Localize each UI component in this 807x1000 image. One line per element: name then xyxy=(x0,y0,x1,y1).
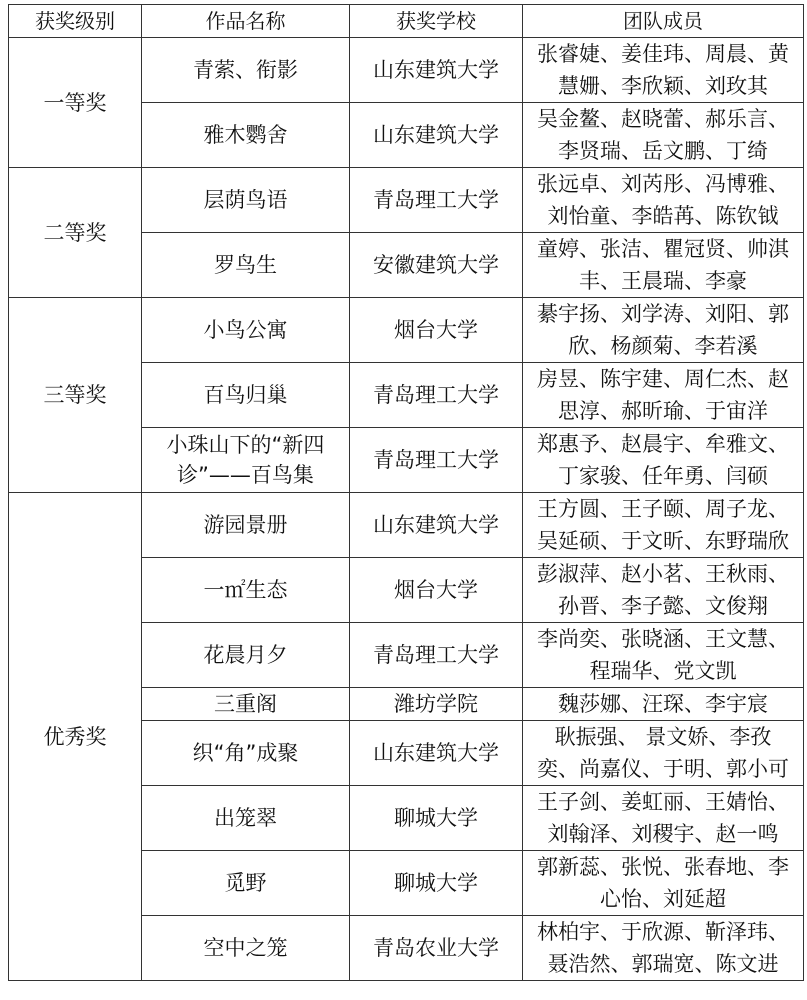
table-body xyxy=(9,38,804,981)
member-line: 童婷、张洁、瞿冠贤、帅淇 xyxy=(537,237,789,261)
work-name-cell: 织“角”成聚 xyxy=(142,721,350,786)
member-line: 奕、尚嘉仪、于明、郭小可 xyxy=(537,757,789,781)
team-members-cell xyxy=(523,786,804,851)
team-members-cell xyxy=(523,688,804,721)
school-cell: 青岛理工大学 xyxy=(350,428,523,493)
work-name-cell: 觅野 xyxy=(142,851,350,916)
school-cell: 青岛理工大学 xyxy=(350,363,523,428)
member-line: 彭淑萍、赵小茗、王秋雨、 xyxy=(537,562,789,586)
member-line: 吴金鳌、赵晓蕾、郝乐言、 xyxy=(537,107,789,131)
work-name-cell: 空中之笼 xyxy=(142,916,350,981)
member-line: 丁家骏、任年勇、闫硕 xyxy=(558,464,768,488)
team-members-cell xyxy=(523,851,804,916)
school-cell: 潍坊学院 xyxy=(350,688,523,721)
member-line: 房昱、陈宇建、周仁杰、赵 xyxy=(537,367,789,391)
member-line: 刘翰泽、刘稷宇、赵一鸣 xyxy=(547,822,779,846)
school-cell: 山东建筑大学 xyxy=(350,721,523,786)
team-members-cell xyxy=(523,168,804,233)
work-name-cell: 一㎡生态 xyxy=(142,558,350,623)
header-level: 获奖级别 xyxy=(9,5,142,38)
member-line: 孙晋、李子懿、文俊翔 xyxy=(558,594,768,618)
member-line: 欣、杨颜菊、李若溪 xyxy=(568,334,758,358)
school-cell: 青岛理工大学 xyxy=(350,168,523,233)
header-work: 作品名称 xyxy=(142,5,350,38)
work-name-cell: 百鸟归巢 xyxy=(142,363,350,428)
member-line: 程瑞华、党文凯 xyxy=(589,659,737,683)
awards-table xyxy=(8,4,804,981)
member-line: 李贤瑞、岳文鹏、丁绮 xyxy=(558,139,768,163)
member-line: 思淳、郝昕瑜、于宙洋 xyxy=(558,399,768,423)
member-line: 张远卓、刘芮彤、冯博雅、 xyxy=(537,172,789,196)
school-cell: 聊城大学 xyxy=(350,851,523,916)
member-line: 吴延硕、于文昕、东野瑞欣 xyxy=(537,529,789,553)
table-row xyxy=(9,38,804,103)
work-name-cell: 罗鸟生 xyxy=(142,233,350,298)
team-members-cell xyxy=(523,623,804,688)
member-line: 耿振强、 景文娇、李孜 xyxy=(554,725,772,749)
team-members-cell xyxy=(523,363,804,428)
member-line: 王子剑、姜虹丽、王婧怡、 xyxy=(537,790,789,814)
work-name-cell: 游园景册 xyxy=(142,493,350,558)
team-members-cell xyxy=(523,428,804,493)
award-level-cell: 二等奖 xyxy=(9,168,142,298)
member-line: 张睿婕、姜佳玮、周晨、黄 xyxy=(537,42,789,66)
school-cell: 山东建筑大学 xyxy=(350,38,523,103)
school-cell: 山东建筑大学 xyxy=(350,103,523,168)
school-cell: 青岛理工大学 xyxy=(350,623,523,688)
work-name-cell: 小珠山下的“新四诊”——百鸟集 xyxy=(142,428,350,493)
work-name-cell: 青萦、衔影 xyxy=(142,38,350,103)
member-line: 綦宇扬、刘学涛、刘阳、郭 xyxy=(537,302,789,326)
award-level-cell: 一等奖 xyxy=(9,38,142,168)
work-name-cell: 三重阁 xyxy=(142,688,350,721)
member-line: 郑惠予、赵晨宇、牟雅文、 xyxy=(537,432,789,456)
member-line: 心怡、刘延超 xyxy=(600,887,726,911)
work-name-cell: 层荫鸟语 xyxy=(142,168,350,233)
award-level-cell: 三等奖 xyxy=(9,298,142,493)
work-name-cell: 小鸟公寓 xyxy=(142,298,350,363)
header-row xyxy=(9,5,804,38)
school-cell: 烟台大学 xyxy=(350,558,523,623)
table-row xyxy=(9,168,804,233)
header-members: 团队成员 xyxy=(523,5,804,38)
work-name-cell: 雅木鹦舍 xyxy=(142,103,350,168)
school-cell: 山东建筑大学 xyxy=(350,493,523,558)
team-members-cell xyxy=(523,558,804,623)
member-line: 林柏宇、于欣源、靳泽玮、 xyxy=(537,920,789,944)
team-members-cell xyxy=(523,233,804,298)
team-members-cell xyxy=(523,916,804,981)
member-line: 慧姗、李欣颖、刘玫其 xyxy=(558,74,768,98)
work-name-cell: 花晨月夕 xyxy=(142,623,350,688)
member-line: 郭新蕊、张悦、张春地、李 xyxy=(537,855,789,879)
team-members-cell xyxy=(523,721,804,786)
award-level-cell: 优秀奖 xyxy=(9,493,142,981)
member-line: 刘怡童、李皓苒、陈钦钺 xyxy=(547,204,779,228)
member-line: 王方圆、王子颐、周子龙、 xyxy=(537,497,789,521)
school-cell: 聊城大学 xyxy=(350,786,523,851)
member-line: 李尚奕、张晓涵、王文慧、 xyxy=(537,627,789,651)
table-row xyxy=(9,298,804,363)
team-members-cell xyxy=(523,298,804,363)
school-cell: 安徽建筑大学 xyxy=(350,233,523,298)
team-members-cell xyxy=(523,38,804,103)
member-line: 聂浩然、郭瑞宽、陈文进 xyxy=(547,952,779,976)
member-line: 丰、王晨瑞、李豪 xyxy=(579,269,747,293)
table-row xyxy=(9,493,804,558)
member-line: 魏莎娜、汪琛、李宇宸 xyxy=(558,692,768,716)
school-cell: 烟台大学 xyxy=(350,298,523,363)
header-school: 获奖学校 xyxy=(350,5,523,38)
team-members-cell xyxy=(523,493,804,558)
school-cell: 青岛农业大学 xyxy=(350,916,523,981)
work-name-cell: 出笼翠 xyxy=(142,786,350,851)
team-members-cell xyxy=(523,103,804,168)
